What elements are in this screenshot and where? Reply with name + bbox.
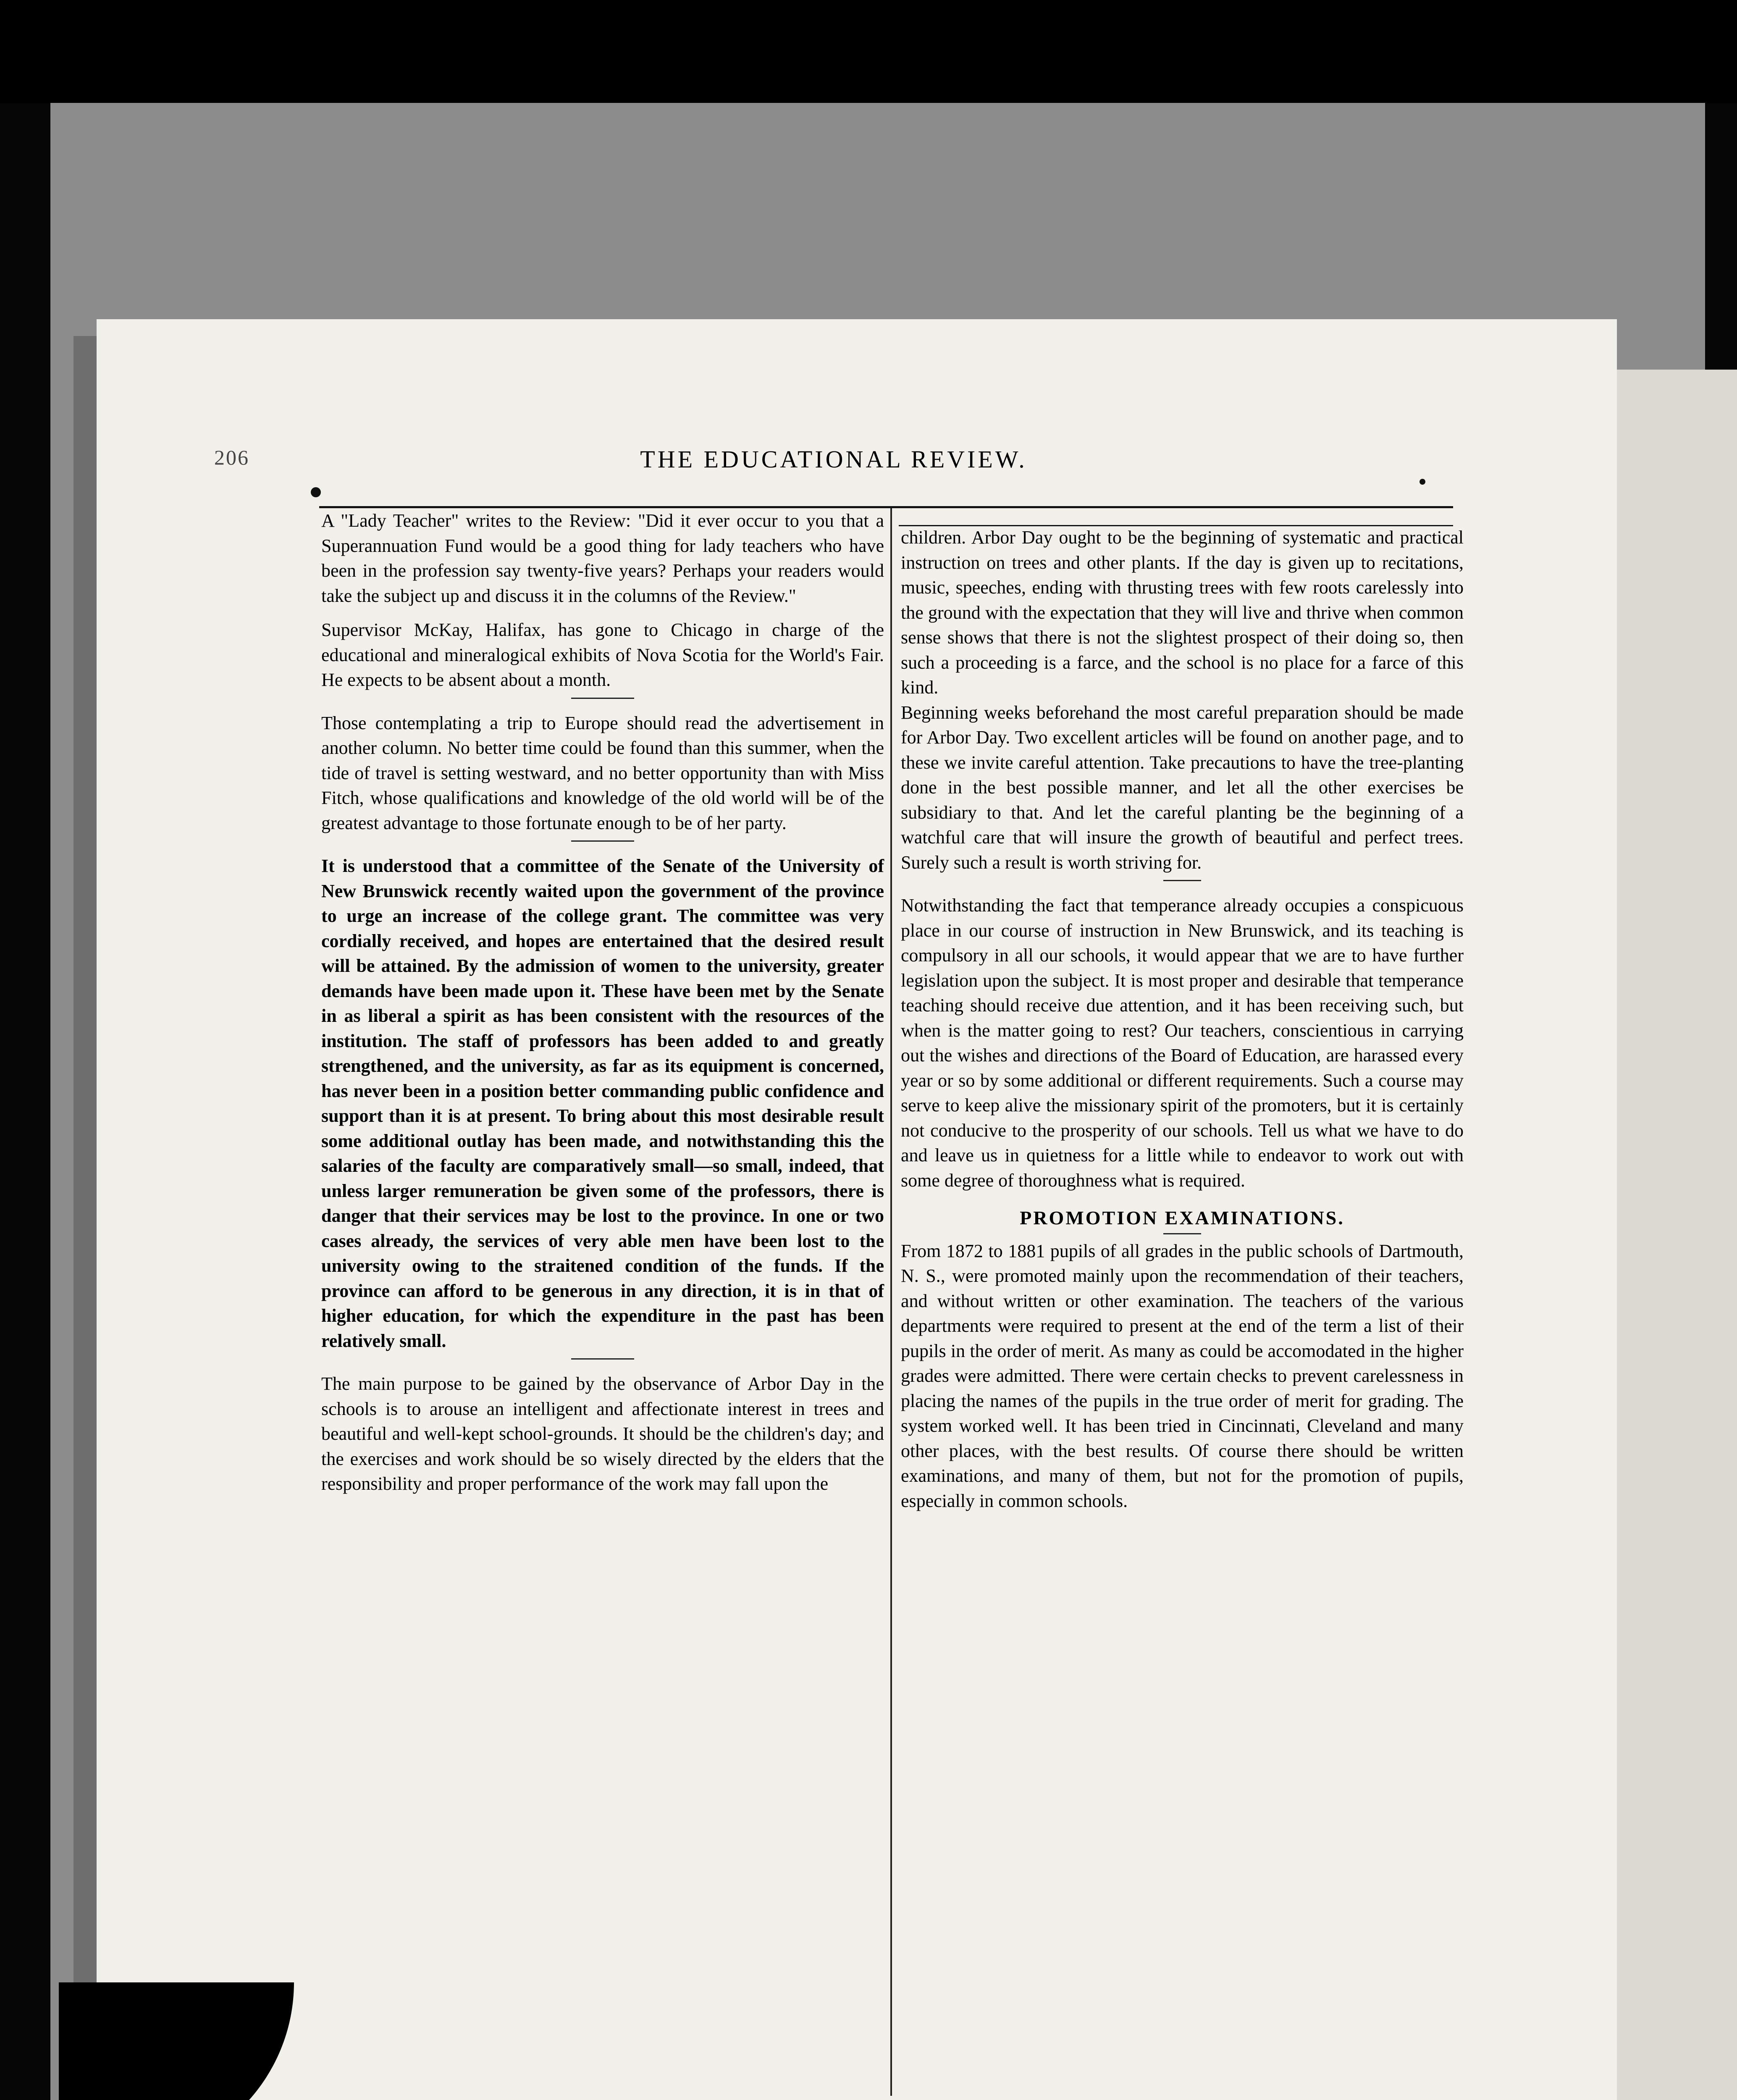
page-number: 206 xyxy=(214,446,249,469)
column-divider xyxy=(890,508,892,2096)
paragraph-arbor-day: The main purpose to be gained by the observance of Arbor Day in the schools is to arouse an intelligent and affectionate interest in trees and beautiful and well-kept school-grounds. It should be the children's day; and the exercises and work should be so wisely directed by the elders that the responsibility and proper performance of the work may fall upon the xyxy=(321,1373,884,1494)
paragraph-supervisor-mckay: Supervisor McKay, Halifax, has gone to Chicago in charge of the educational and mineralogical exhibits of Nova Scotia for the World's Fair. He expects to be absent about a month. xyxy=(321,620,884,690)
paragraph-university-senate: It is understood that a committee of the Senate of the University of New Brunswick recently waited upon the government of the province to urge an increase of the college grant. The committee was very cordially received, and hopes are entertained that the desired result will be attained. By the admission of women to the university, greater demands have been made upon it. These have been met by the Senate in as liberal a spirit as has been consistent with the resources of the institution. The staff of professors has been added to and greatly strengthened, and the university, as far as its equipment is concerned, has never been in a position better commanding public confidence and support than it is at present. To bring about this most desirable result some additional outlay has been made, and notwithstanding this the salaries of the faculty are comparatively small—so small, indeed, that unless larger remuneration be given some of the professors, there is danger that their services may be lost to the province. In one or two cases already, the services of very able men have been lost to the university owing to the straitened condition of the funds. If the province can afford to be generous in any direction, it is in that of higher education, for which the expenditure in the past has been relatively small. xyxy=(321,856,884,1351)
paragraph-lady-teacher: A "Lady Teacher" writes to the Review: "Did it ever occur to you that a Superannuation Fund would be a good thing for lady teachers who have been in the profession say twenty-five years? Perhaps your readers would take the subject up and discuss it in the columns of the Review." xyxy=(321,510,884,606)
paragraph-temperance: Notwithstanding the fact that temperance already occupies a conspicuous place in our course of instruction in New Brunswick, and its teaching is compulsory in all our schools, it would appear that we are to have further legislation upon the subject. It is most proper and desirable that temperance teaching should receive due attention, and it has been receiving such, but when is the matter going to rest? Our teachers, conscientious in carrying out the wishes and directions of the Board of Education, are harassed every year or so by some additional or different requirements. Such a course may serve to keep alive the missionary spirit of the promoters, but it is certainly not conducive to the prosperity of our schools. Tell us what we have to do and leave us in quietness for a little while to endeavor to work out with some degree of thoroughness what is required. xyxy=(901,895,1464,1191)
paragraph-preparation: Beginning weeks beforehand the most careful preparation should be made for Arbor Day. Two excellent articles will be found on another page, and to these we invite careful attention. Take precautions to have the tree-planting done in the best possible manner, and let all the other exercises be subsidiary to that. And let the careful planting be the beginning of a watchful care that will insure the growth of beautiful and perfect trees. Surely such a result is worth striving for. xyxy=(901,702,1464,873)
header-bullet-right xyxy=(1420,479,1425,485)
left-column xyxy=(321,508,884,1496)
paragraph-promotion-examinations: From 1872 to 1881 pupils of all grades in the public schools of Dartmouth, N. S., were promoted mainly upon the recommendation of their teachers, and without written or other examination. The teachers of the various departments were required to present at the end of the term a list of their pupils in the order of merit. As many as could be accomodated in the higher grades were admitted. There were certain checks to prevent carelessness in placing the names of the pupils in the true order of merit for grading. The system worked well. It has been tried in Cincinnati, Cleveland and many other places, with the best results. Of course there should be written examinations, and many of them, but not for the promotion of pupils, especially in common schools. xyxy=(901,1240,1464,1511)
right-column xyxy=(901,525,1464,1513)
paragraph-europe-trip: Those contemplating a trip to Europe should read the advertisement in another column. No better time could be found than this summer, when the tide of travel is setting westward, and no better opportunity than with Miss Fitch, whose qualifications and knowledge of the old world will be of the greatest advantage to those fortunate enough to be of her party. xyxy=(321,712,884,833)
heading-rule xyxy=(1163,1233,1201,1234)
paragraph-separator xyxy=(571,1358,634,1360)
paragraph-separator xyxy=(1163,880,1201,881)
section-heading: PROMOTION EXAMINATIONS. xyxy=(1020,1207,1345,1228)
paragraph-separator xyxy=(571,698,634,699)
paragraph-arbor-day-continued: children. Arbor Day ought to be the beginning of systematic and practical instruction on trees and other plants. If the day is given up to recitations, music, speeches, ending with thrusting trees with few roots carelessly into the ground with the expectation that they will live and thrive when common sense shows that there is not the slightest prospect of their doing so, then such a proceeding is a farce, and the school is no place for a farce of this kind. xyxy=(901,527,1464,698)
paragraph-separator xyxy=(571,840,634,842)
facing-page-edge xyxy=(1617,370,1737,2100)
header-bullet-left xyxy=(311,487,321,497)
journal-title: THE EDUCATIONAL REVIEW. xyxy=(640,446,1027,473)
scan-top-margin xyxy=(0,0,1737,103)
scanner-thumb-shadow xyxy=(59,1982,294,2100)
page-header xyxy=(214,445,1453,487)
